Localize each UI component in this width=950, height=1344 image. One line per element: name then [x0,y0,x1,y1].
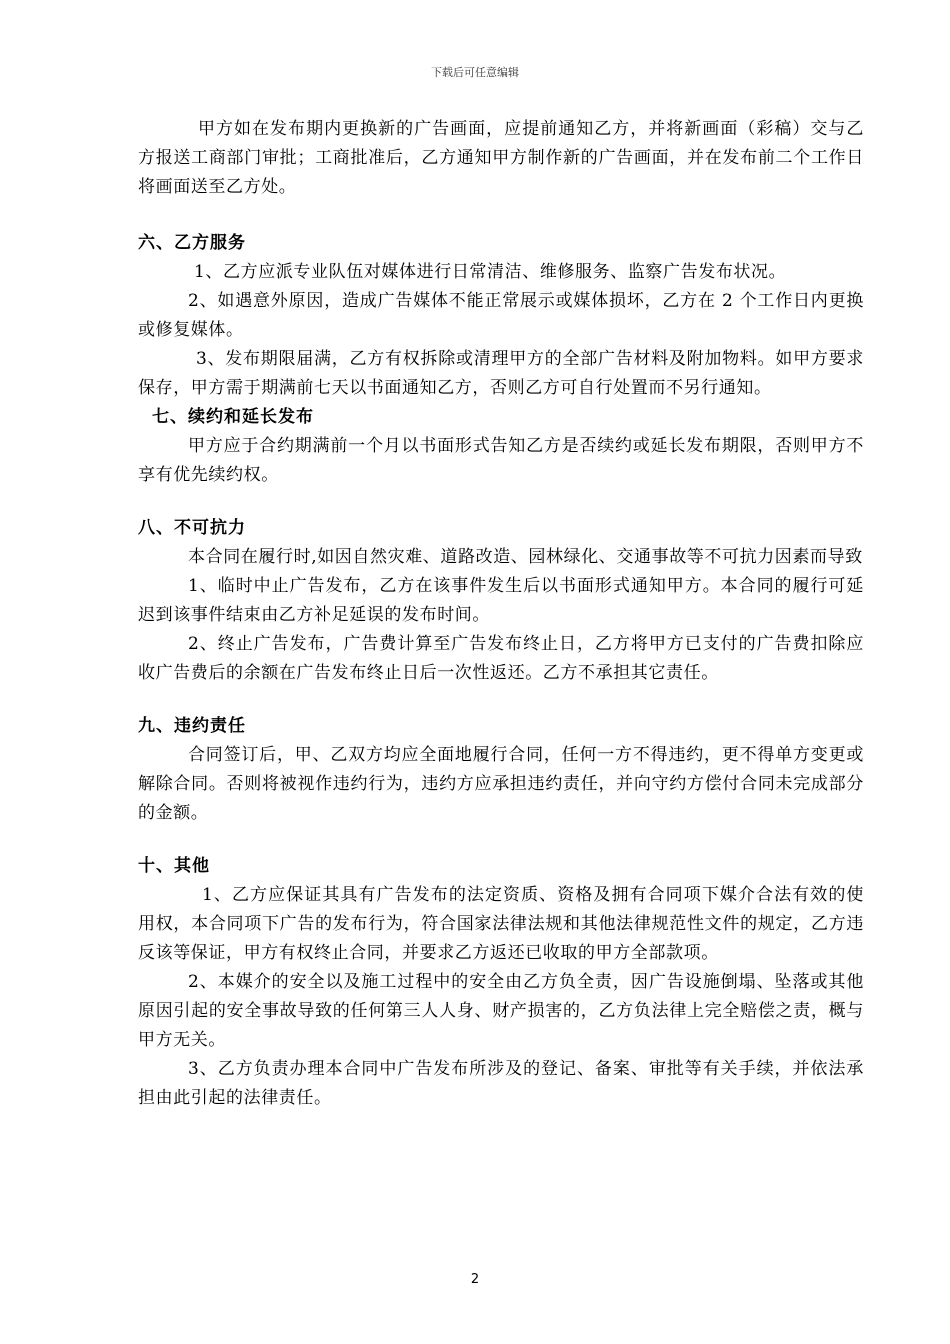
page-number: 2 [470,1272,480,1287]
section-7-paragraph: 甲方应于合约期满前一个月以书面形式告知乙方是否续约或延长发布期限，否则甲方不享有优先续约权。 [138,436,864,485]
section-6-item-2: 2、如遇意外原因，造成广告媒体不能正常展示或媒体损坏，乙方在 2 个工作日内更换或修复媒体。 [138,291,864,340]
section-8-heading: 八、不可抗力 [138,518,246,538]
section-8-item-2: 2、终止广告发布，广告费计算至广告发布终止日，乙方将甲方已支付的广告费扣除应收广告费后的余额在广告发布终止日后一次性返还。乙方不承担其它责任。 [138,634,864,683]
document-body [138,115,864,1113]
section-10-item-3: 3、乙方负责办理本合同中广告发布所涉及的登记、备案、审批等有关手续，并依法承担由此引起的法律责任。 [138,1059,864,1108]
section-9-heading: 九、违约责任 [138,716,246,736]
spacer [138,688,864,712]
spacer [138,490,864,514]
spacer [138,202,864,229]
spacer [138,828,864,852]
section-10-item-2: 2、本媒介的安全以及施工过程中的安全由乙方负全责，因广告设施倒塌、坠落或其他原因引起的安全事故导致的任何第三人人身、财产损害的，乙方负法律上完全赔偿之责，概与甲方无关。 [138,972,864,1050]
intro-paragraph: 甲方如在发布期内更换新的广告画面，应提前通知乙方，并将新画面（彩稿）交与乙方报送工商部门审批；工商批准后，乙方通知甲方制作新的广告画面，并在发布前二个工作日将画面送至乙方处。 [138,119,864,197]
section-6-item-1: 1、乙方应派专业队伍对媒体进行日常清洁、维修服务、监察广告发布状况。 [194,262,787,282]
section-6-heading: 六、乙方服务 [138,233,246,253]
page-header: 下载后可任意编辑 [431,66,519,79]
section-8-paragraph: 本合同在履行时,如因自然灾难、道路改造、园林绿化、交通事故等不可抗力因素而导致 [188,547,863,567]
section-10-item-1: 1、乙方应保证其具有广告发布的法定资质、资格及拥有合同项下媒介合法有效的使用权，本合同项下广告的发布行为，符合国家法律法规和其他法律规范性文件的规定，乙方违反该等保证，甲方有权终止合同，并要求乙方返还已收取的甲方全部款项。 [138,885,864,963]
section-8-item-1: 1、临时中止广告发布，乙方在该事件发生后以书面形式通知甲方。本合同的履行可延迟到该事件结束由乙方补足延误的发布时间。 [138,576,864,625]
section-7-heading: 七、续约和延长发布 [152,407,314,427]
section-9-paragraph: 合同签订后，甲、乙双方均应全面地履行合同，任何一方不得违约，更不得单方变更或解除合同。否则将被视作违约行为，违约方应承担违约责任，并向守约方偿付合同未完成部分的金额。 [138,745,864,823]
section-6-item-3: 3、发布期限届满，乙方有权拆除或清理甲方的全部广告材料及附加物料。如甲方要求保存，甲方需于期满前七天以书面通知乙方，否则乙方可自行处置而不另行通知。 [138,349,864,398]
section-10-heading: 十、其他 [138,856,210,876]
